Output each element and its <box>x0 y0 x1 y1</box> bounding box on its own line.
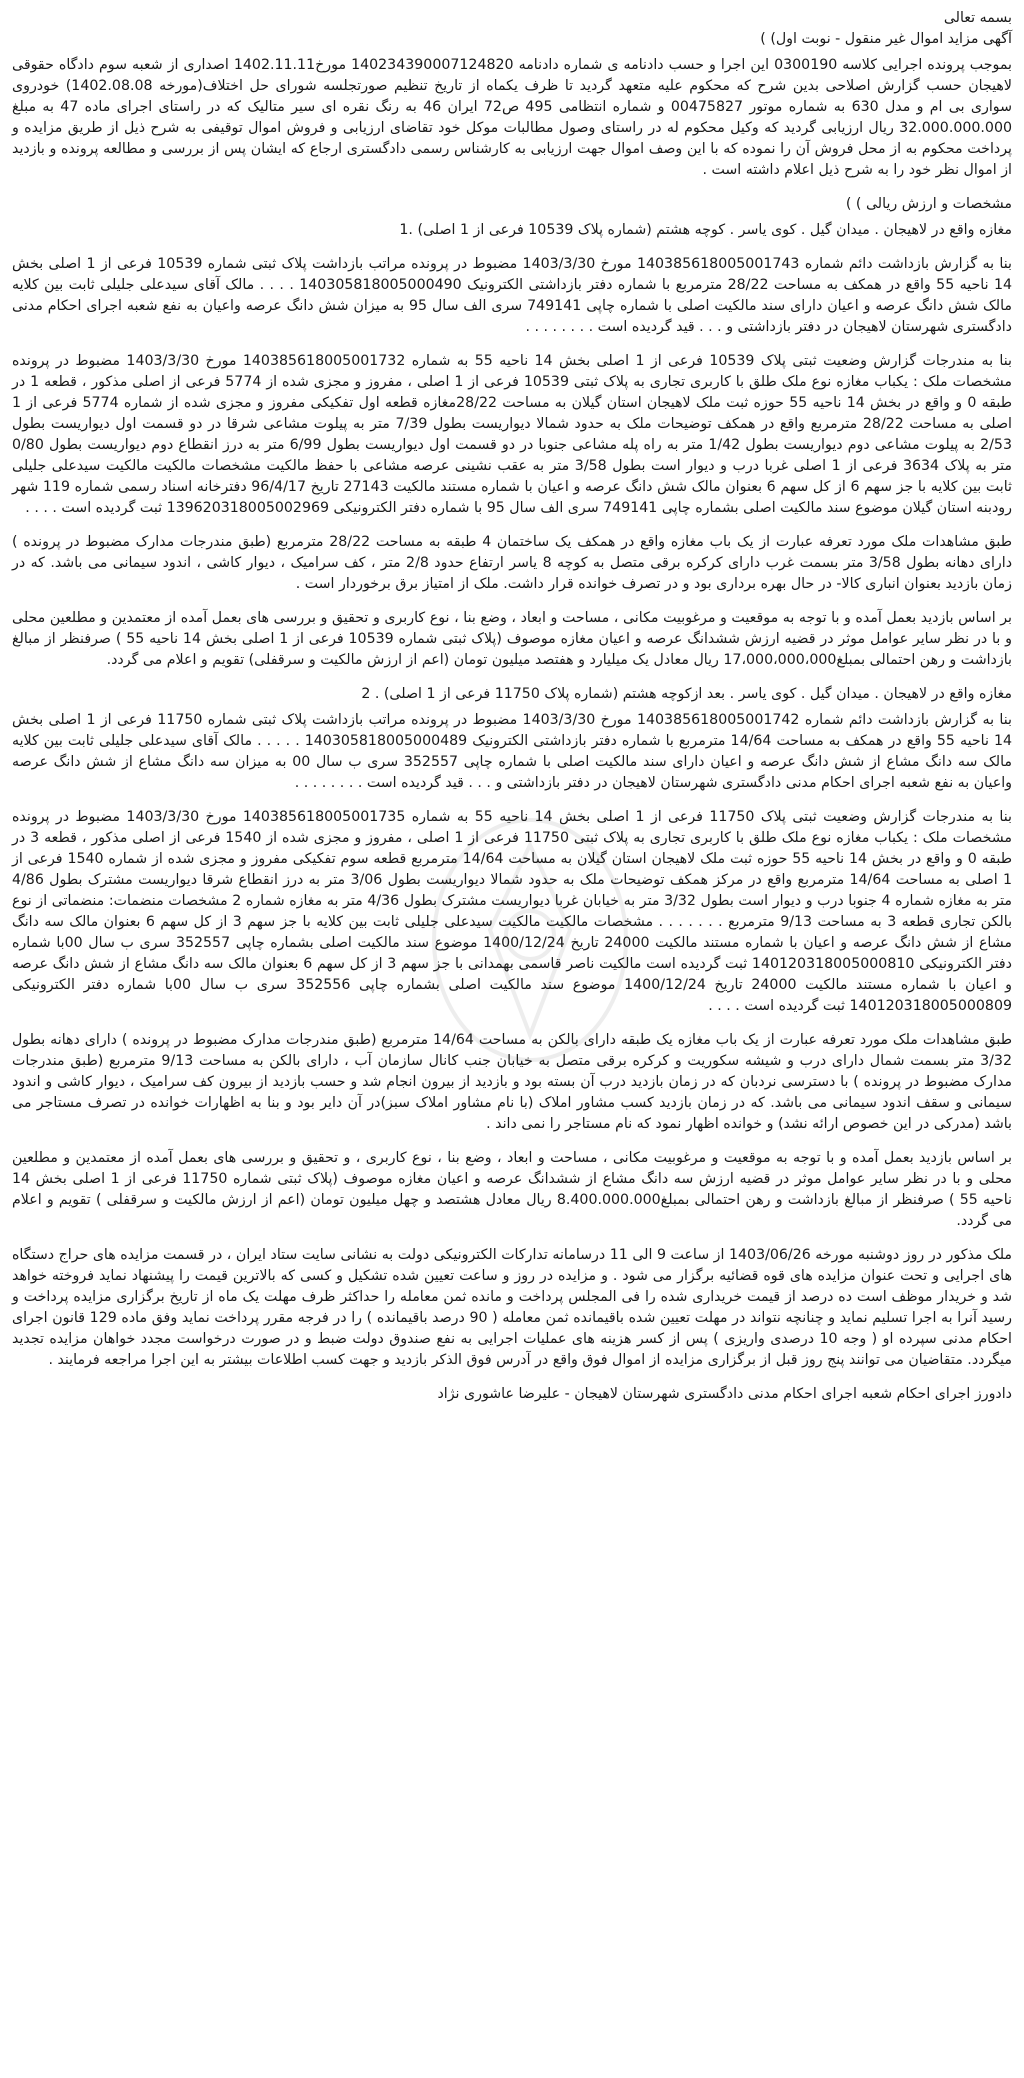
property-2-observations: طبق مشاهدات ملک مورد تعرفه عبارت از یک باب مغازه یک طبقه دارای بالکن به مساحت 14/64 مترمربع (طبق مندرجات مدارک مضبوط در پرونده ) دارای دهانه بطول 3/32 متر بسمت شمال دارای درب و شیشه سکوریت و کرکره برقی متصل به خیابان جنب کانال سازمان آب ، دارای بالکن به مساحت 9/13 مترمربع (طبق مندرجات مدارک مضبوط در پرونده ) با دسترسی نردبان که در زمان بازدید درب آن بسته بود و بازدید از بیرون انجام شد و حسب بازدید از بیرون کف سرامیک ، دیوار کاشی و اندود سیمانی و سقف اندود سیمانی می باشد. که در زمان بازدید کسب مشاور املاک (با نام مشاور املاک سبز)در آن دایر بود و بنا به اظهارات خوانده در تصرف مستاجر می باشد (مدرکی در این خصوص ارائه نشد) و خوانده اظهار نمود که نام مستاجر را نمی داند . <box>12 1032 1012 1132</box>
auction-conditions: ملک مذکور در روز دوشنبه مورخه 1403/06/26 از ساعت 9 الی 11 درسامانه تدارکات الکترونیکی دولت به نشانی سایت ستاد ایران ، در قسمت مزایده های حراج دستگاه های اجرایی و تحت عنوان مزایده های قوه قضائیه برگزار می شود . و مزایده در روز و ساعت تعیین شده تشکیل و کسی که بالاترین قیمت را پیشنهاد نماید فروخته خواهد شد و خریدار موظف است ده درصد از قیمت خریداری شده را فی المجلس پرداخت و مانده ثمن معامله را حداکثر ظرف مهلت یک ماه از تاریخ برگزاری مزایده پرداخت و رسید آنرا به اجرا تسلیم نماید و چنانچه نتواند در مهلت تعیین شده باقیمانده ثمن معامله ( 90 درصد باقیمانده ) را در فرجه مقرر پرداخت نماید وفق ماده 129 قانون اجرای احکام مدنی سپرده او ( وجه 10 درصدی واریزی ) پس از کسر هزینه های عملیات اجرایی به نفع صندوق دولت ضبط و در صورت درخواست مجدد خواهان مزایده تجدید میگردد. متقاضیان می توانند پنج روز قبل از برگزاری مزایده از اموال فوق واقع در آدرس فوق الذکر بازدید و جهت کسب اطلاعات بیشتر به این اجرا مراجعه فرمایند . <box>12 1247 1013 1368</box>
property-2-registry-status: بنا به مندرجات گزارش وضعیت ثبتی پلاک 11750 فرعی از 1 اصلی بخش 14 ناحیه 55 به شماره 140385618005001735 مورخ 1403/3/30 مضبوط در پرونده مشخصات ملک : یکباب مغازه نوع ملک طلق با کاربری تجاری به پلاک ثبتی 11750 فرعی از 1 اصلی ، مفروز و مجزی شده از 1540 فرعی از اصلی مذکور ، قطعه 3 در طبقه 0 و واقع در بخش 14 ناحیه 55 حوزه ثبت ملک لاهیجان استان گیلان به مساحت 14/64 مترمربع قطعه سوم تفکیکی مفروز و مجزی شده از شماره 1540 فرعی از 1 اصلی به مساحت 14/64 مترمربع واقع در مرکز همکف توضیحات ملک به حدود شمالا دیواریست بطول 3/06 متر به درز انقطاع شرقا دیواریست مشترک بطول 4/86 متر به مغازه شماره 4 جنوبا درب و دیوار است بطول 3/32 متر به خیابان غربا دیواریست مشترک بطول 4/36 متر به مغازه شماره 2 مشخصات منضمات: منضماتی از نوع بالکن تجاری قطعه 3 به مساحت 9/13 مترمربع . . . . . . . مشخصات مالکیت مالکیت سیدعلی جلیلی ثابت بین کلایه با جز سهم 3 از کل سهم 6 بعنوان مالک سه دانگ مشاع از شش دانگ عرصه و اعیان با شماره مستند مالکیت 24000 تاریخ 1400/12/24 موضوع سند مالکیت اصلی بشماره چاپی 352557 سری ب سال 00با شماره دفتر الکترونیکی 140120318005000810 ثبت گردیده است مالکیت ناصر قاسمی بهمدانی با جز سهم 3 از کل سهم 6 بعنوان مالک سه دانگ مشاع از شش دانگ عرصه و اعیان با شماره مستند مالکیت 24000 تاریخ 1400/12/24 موضوع سند مالکیت اصلی بشماره چاپی 352556 سری ب سال 00با شماره دفتر الکترونیکی 140120318005000809 ثبت گردیده است . . . . <box>12 809 1013 1014</box>
property-1-valuation: بر اساس بازدید بعمل آمده و با توجه به موقعیت و مرغوبیت مکانی ، مساحت و ابعاد ، وضع بنا ، نوع کاربری و تحقیق و بررسی های بعمل آمده از معتمدین و مطلعین محلی و با در نظر سایر عوامل موثر در قضیه ارزش ششدانگ عرصه و اعیان مغازه موصوف (پلاک ثبتی شماره 10539 فرعی از 1 اصلی بخش 14 ناحیه 55 ) صرفنظر از مبالغ بازداشت و رهن احتمالی بمبلغ17،000،000،000 ریال معادل یک میلیارد و هفتصد میلیون تومان (اعم از ارزش مالکیت و سرقفلی) تقویم و اعلام می گردد. <box>12 610 1012 668</box>
property-1-registry-status: بنا به مندرجات گزارش وضعیت ثبتی پلاک 10539 فرعی از 1 اصلی بخش 14 ناحیه 55 به شماره 140385618005001732 مورخ 1403/3/30 مضبوط در پرونده مشخصات ملک : یکباب مغازه نوع ملک طلق با کاربری تجاری به پلاک ثبتی 10539 فرعی از 1 اصلی ، مفروز و مجزی شده از 5774 فرعی از اصلی مذکور ، قطعه 1 در طبقه 0 و واقع در بخش 14 ناحیه 55 حوزه ثبت ملک لاهیجان استان گیلان به مساحت 28/22مغازه قطعه اول تفکیکی مفروز و مجزی شده از شماره 5774 فرعی از 1 اصلی به مساحت 28/22 مترمربع واقع در همکف توضیحات ملک به حدود شمالا دیواریست بطول 7/39 متر به پیلوت مشاعی شرقا در دو قسمت اول دیواریست بطول 2/53 به پیلوت مشاعی دوم دیواریست بطول 1/42 متر به راه پله مشاعی جنوبا در دو قسمت اول دیواریست بطول 6/99 متر به درز انقطاع دوم دیواریست بطول 0/80 متر به پلاک 3634 فرعی از 1 اصلی غربا درب و دیوار است بطول 3/58 متر به عقب نشینی عرصه مشاعی با حفظ مالکیت مشخصات مالکیت مالکیت سیدعلی جلیلی ثابت بین کلایه با جز سهم 6 از کل سهم 6 بعنوان مالک شش دانگ عرصه و اعیان با شماره مستند مالکیت 27143 تاریخ 96/4/17 دفترخانه اسناد رسمی شماره 119 شهر رودبنه استان گیلان موضوع سند مالکیت اصلی بشماره چاپی 749141 سری الف سال 95 با شماره دفتر الکترونیکی 139620318005002969 ثبت گردیده است . . . . <box>12 353 1013 516</box>
signature-line: دادورز اجرای احکام شعبه اجرای احکام مدنی دادگستری شهرستان لاهیجان - علیرضا عاشوری نژاد <box>437 1386 1012 1402</box>
intro-paragraph: بموجب پرونده اجرایی کلاسه 0300190 این اجرا و حسب دادنامه ی شماره دادنامه 140234390007124820 مورخ1402.11.11 اصداری از شعبه سوم دادگاه حقوقی لاهیجان حسب گزارش اصلاحی بدین شرح که محکوم علیه متعهد گردید تا ظرف یکماه از تاریخ تنظیم صورتجلسه شورای حل اختلاف(مورخه 1402.08.08) خودروی سواری بی ام و مدل 630 به شماره موتور 00475827 و شماره انتظامی 495 ص72 ایران 46 به رنگ نقره ای سیر متالیک که در راستای اجرای ماده 47 به مبلغ 32.000.000.000 ریال ارزیابی گردید که وکیل محکوم له در راستای وصول مطالبات موکل خود تقاضای ارزیابی و فروش اموال توقیفی به شرح ذیل از طریق مزایده و پرداخت محکوم به از محل فروش آن را نموده که با این وصف اموال جهت ارزیابی به کارشناس رسمی دادگستری ارجاع که ایشان پس از بررسی و مطالعه پرونده و بازدید از اموال نظر خود را به شرح ذیل اعلام داشته است . <box>12 57 1012 178</box>
property-1-seizure-report: بنا به گزارش بازداشت دائم شماره 140385618005001743 مورخ 1403/3/30 مضبوط در پرونده مراتب بازداشت پلاک ثبتی شماره 10539 فرعی از 1 اصلی بخش 14 ناحیه 55 واقع در همکف به مساحت 28/22 مترمربع با شماره دفتر بازداشتی الکترونیک 140305818005000490 . . . . مالک آقای سیدعلی جلیلی ثابت بین کلایه مالک شش دانگ عرصه و اعیان دارای سند مالکیت اصلی با شماره چاپی 749141 سری الف سال 95 به میزان شش دانگ عرصه واعیان به نفع شعبه اجرای احکام مدنی دادگستری شهرستان لاهیجان در دفتر بازداشتی و . . . قید گردیده است . . . . . . . . <box>12 256 1013 335</box>
auction-notice <box>12 8 1012 1418</box>
property-2-seizure-report: بنا به گزارش بازداشت دائم شماره 140385618005001742 مورخ 1403/3/30 مضبوط در پرونده مراتب بازداشت پلاک ثبتی شماره 11750 فرعی از 1 اصلی بخش 14 ناحیه 55 واقع در همکف به مساحت 14/64 مترمربع با شماره دفتر بازداشتی الکترونیک 140305818005000489 . . . . . مالک آقای سیدعلی جلیلی ثابت بین کلایه مالک سه دانگ مشاع از شش دانگ عرصه و اعیان دارای سند مالکیت اصلی با شماره چاپی 352557 سری ب سال 00 به میزان سه دانگ مشاع از شش دانگ عرصه واعیان به نفع شعبه اجرای احکام مدنی دادگستری شهرستان لاهیجان در دفتر بازداشتی و . . . قید گردیده است . . . . . . . . <box>12 712 1013 791</box>
property-2-title: مغازه واقع در لاهیجان . میدان گیل . کوی یاسر . بعد ازکوچه هشتم (شماره پلاک 11750 فرعی از 1 اصلی) . 2 <box>361 686 1012 702</box>
specs-heading: مشخصات و ارزش ریالی ) ) <box>845 196 1012 212</box>
basmala: بسمه تعالی <box>943 10 1012 26</box>
notice-title: آگهی مزاید اموال غیر منقول - نوبت اول) ) <box>760 31 1012 47</box>
property-2-valuation: بر اساس بازدید بعمل آمده و با توجه به موقعیت و مرغوبیت مکانی ، مساحت و ابعاد ، وضع بنا ، نوع کاربری ، و تحقیق و بررسی های بعمل آمده از معتمدین و مطلعین محلی و با در نظر سایر عوامل موثر در قضیه ارزش سه دانگ مشاع از ششدانگ عرصه و اعیان مغازه موصوف (پلاک ثبتی شماره 11750 فرعی از 1 اصلی بخش 14 ناحیه 55 ) صرفنظر از مبالغ بازداشت و رهن احتمالی بمبلغ8.400.000.000 ریال معادل هشتصد و چهل میلیون تومان (اعم از ارزش مالکیت و سرقفلی ) تقویم و اعلام می گردد. <box>12 1150 1012 1229</box>
property-1-observations: طبق مشاهدات ملک مورد تعرفه عبارت از یک باب مغازه واقع در همکف یک ساختمان 4 طبقه به مساحت 28/22 مترمربع (طبق مندرجات مدارک مضبوط در پرونده ) دارای دهانه بطول 3/58 متر بسمت غرب دارای کرکره برقی متصل به کوچه 8 یاسر ارتفاع حدود 2/8 متر ، کف سرامیک ، دیوار کاشی ، اندود سیمانی می باشد. که در زمان بازدید بعنوان انباری کالا- در حال بهره برداری بود و در تصرف خوانده قرار داشت. ملک از امتیاز برق برخوردار است . <box>12 534 1013 592</box>
property-1-title: مغازه واقع در لاهیجان . میدان گیل . کوی یاسر . کوچه هشتم (شماره پلاک 10539 فرعی از 1 اصلی) .1 <box>399 222 1012 238</box>
